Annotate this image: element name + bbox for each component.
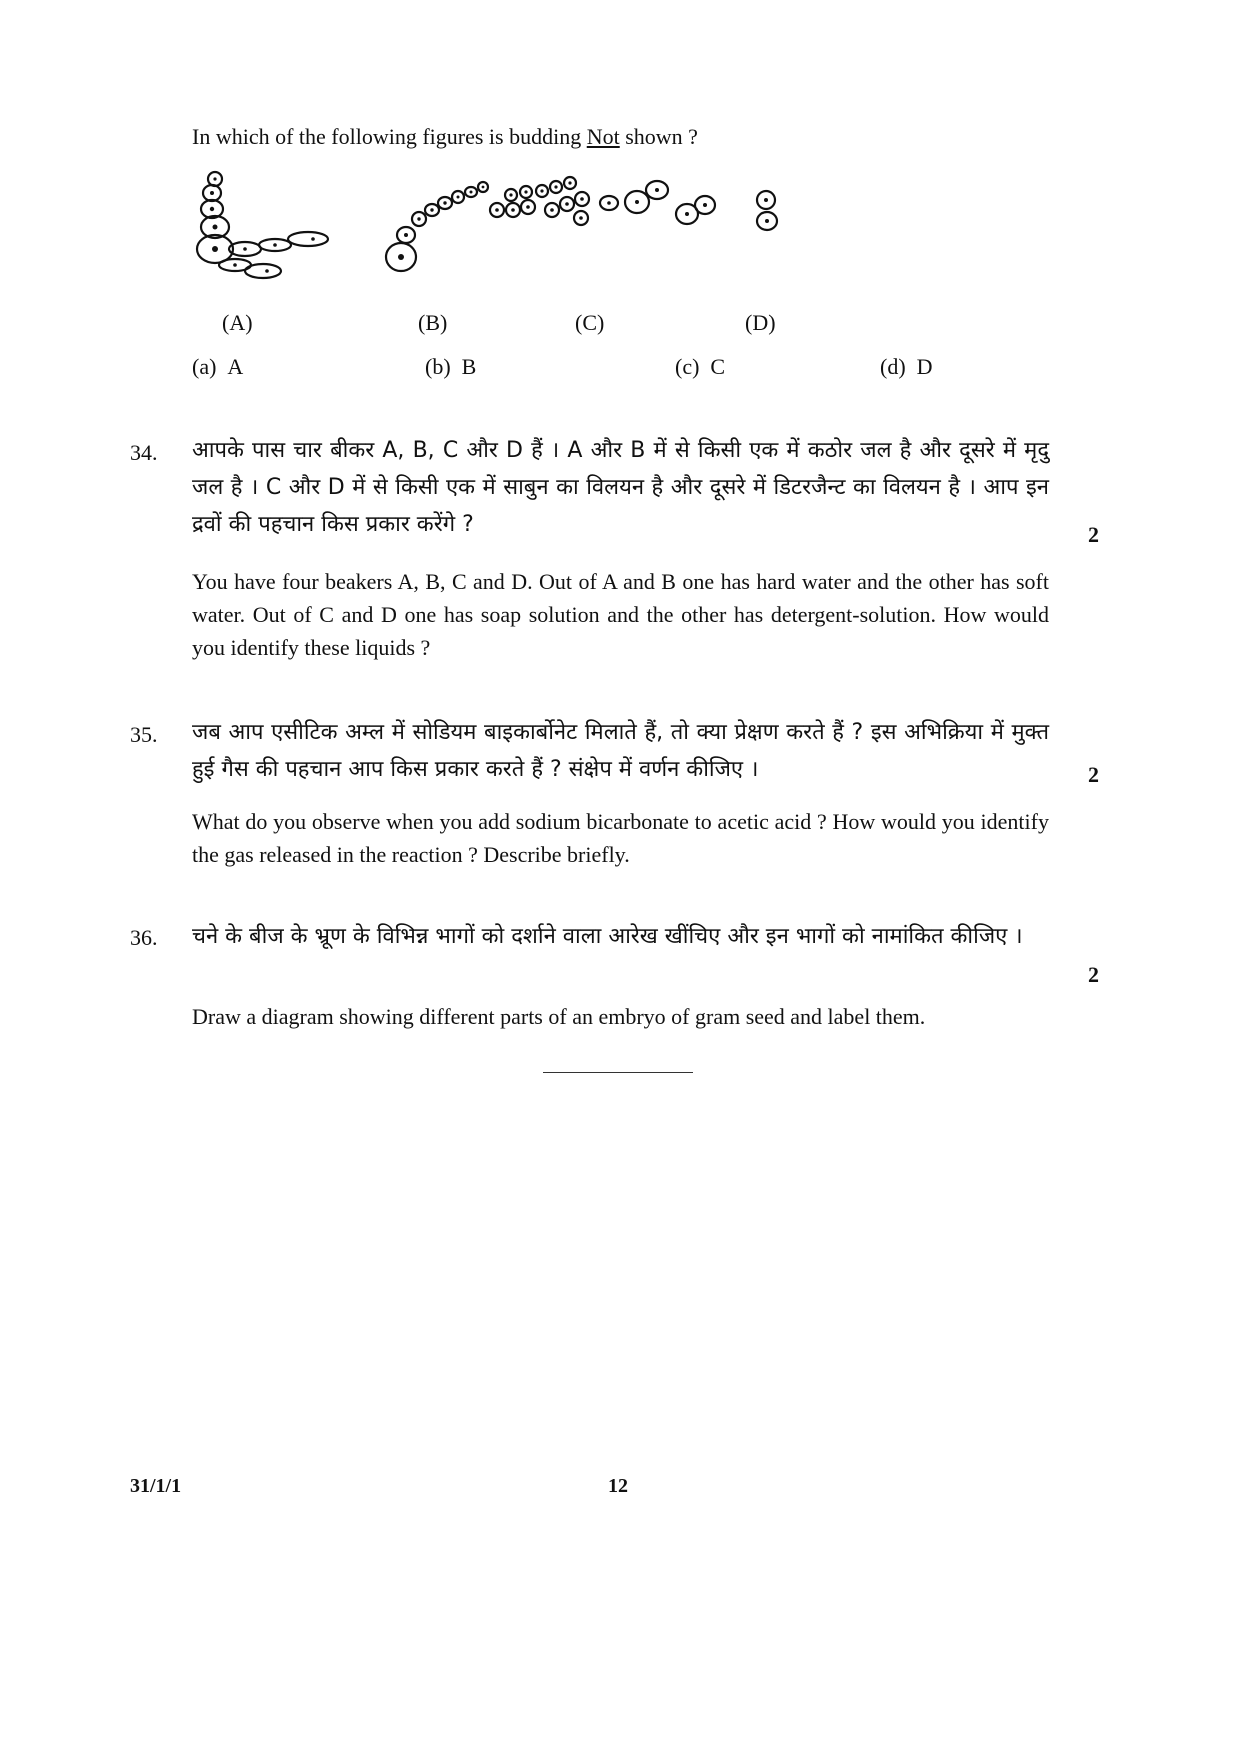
- question-36-marks: 2: [1088, 962, 1099, 987]
- figure-b-drawing: [386, 182, 488, 271]
- option-a: [192, 354, 243, 380]
- option-value: A: [227, 354, 244, 379]
- figure-label-c: (C): [575, 310, 605, 335]
- question-36-english: Draw a diagram showing different parts of an embryo of gram seed and label them.: [192, 1004, 926, 1029]
- option-value: B: [461, 354, 477, 379]
- figure-label-d: (D): [745, 310, 776, 335]
- question-34-hindi: आपके पास चार बीकर A, B, C और D हैं । A और B में से किसी एक में कठोर जल है और दूसरे में मृदु जल है । C और D में से किसी एक में साबुन का विलयन है और दूसरे में डिटरजैन्ट का विलयन है । आप इन द्रवों की पहचान किस प्रकार करेंगे ?: [192, 438, 1049, 537]
- question-34-marks: 2: [1088, 522, 1099, 547]
- question-35-number: 35.: [130, 722, 158, 747]
- budding-figures: [185, 165, 865, 290]
- question-35-marks: 2: [1088, 762, 1099, 787]
- option-key: (d): [880, 354, 906, 379]
- option-key: (c): [675, 354, 700, 379]
- stem-text-post: shown ?: [619, 124, 698, 149]
- page-number: 12: [608, 1475, 628, 1497]
- option-value: C: [710, 354, 726, 379]
- end-divider: [543, 1072, 693, 1073]
- option-c: [675, 354, 725, 380]
- question-34-number: 34.: [130, 440, 158, 465]
- question-33-stem: [192, 122, 698, 152]
- stem-text-underlined: Not: [586, 124, 620, 149]
- question-36-number: 36.: [130, 925, 158, 950]
- paper-code: 31/1/1: [130, 1475, 182, 1497]
- option-d: [880, 354, 933, 380]
- stem-text-pre: In which of the following figures is budding: [192, 124, 587, 149]
- figure-a-drawing: [197, 172, 328, 278]
- option-b: [425, 354, 476, 380]
- figure-label-b: (B): [418, 310, 448, 335]
- figure-c-drawing: [490, 177, 618, 225]
- option-key: (b): [425, 354, 451, 379]
- question-34-english: You have four beakers A, B, C and D. Out of A and B one has hard water and the other has soft water. Out of C and D one has soap solution and the other has detergent-solution. How would you identify these liquids ?: [192, 569, 1049, 660]
- figure-label-a: (A): [222, 310, 253, 335]
- option-value: D: [916, 354, 933, 379]
- question-35-english: What do you observe when you add sodium bicarbonate to acetic acid ? How would you identify the gas released in the reaction ? Describe briefly.: [192, 809, 1049, 867]
- question-36-hindi: चने के बीज के भ्रूण के विभिन्न भागों को दर्शाने वाला आरेख खींचिए और इन भागों को नामांकित कीजिए ।: [192, 924, 1023, 949]
- option-key: (a): [192, 354, 217, 379]
- question-35-hindi: जब आप एसीटिक अम्ल में सोडियम बाइकार्बोनेट मिलाते हैं, तो क्या प्रेक्षण करते हैं ? इस अभिक्रिया में मुक्त हुई गैस की पहचान आप किस प्रकार करते हैं ? संक्षेप में वर्णन कीजिए ।: [192, 720, 1049, 782]
- figure-d-drawing: [625, 181, 777, 230]
